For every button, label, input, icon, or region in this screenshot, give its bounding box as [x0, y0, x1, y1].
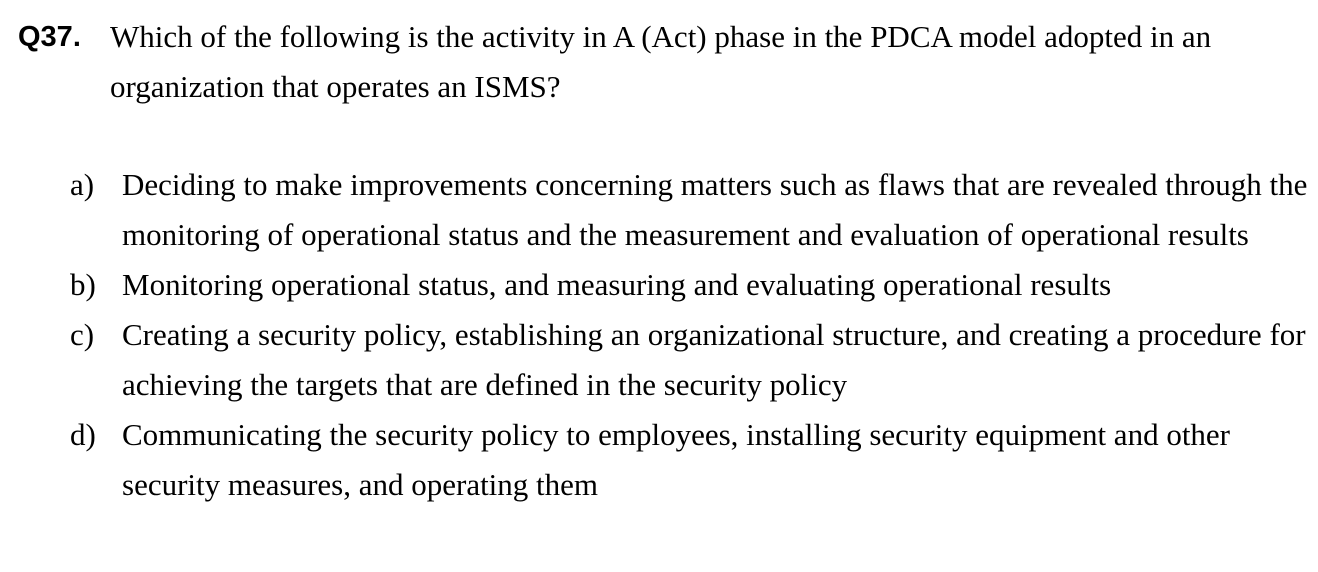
option-d [70, 410, 1310, 510]
option-text: Monitoring operational status, and measuring and evaluating operational results [122, 267, 1112, 302]
option-label: c) [70, 317, 95, 352]
option-a [70, 160, 1310, 260]
option-text: Creating a security policy, establishing an organizational structure, and creating a procedure for achieving the targets that are defined in the security policy [122, 317, 1306, 402]
option-text: Communicating the security policy to employees, installing security equipment and other security measures, and operating them [122, 417, 1231, 502]
option-text: Deciding to make improvements concerning matters such as flaws that are revealed through the monitoring of operational status and the measurement and evaluation of operational results [122, 167, 1308, 252]
question-block [18, 12, 1308, 112]
answer-options [70, 160, 1310, 510]
option-c [70, 310, 1310, 410]
option-label: a) [70, 167, 95, 202]
question-number: Q37. [18, 21, 81, 53]
option-label: b) [70, 267, 96, 302]
option-label: d) [70, 417, 96, 452]
option-b [70, 260, 1310, 310]
question-text: Which of the following is the activity in A (Act) phase in the PDCA model adopted in an organization that operates an ISMS? [110, 19, 1212, 104]
